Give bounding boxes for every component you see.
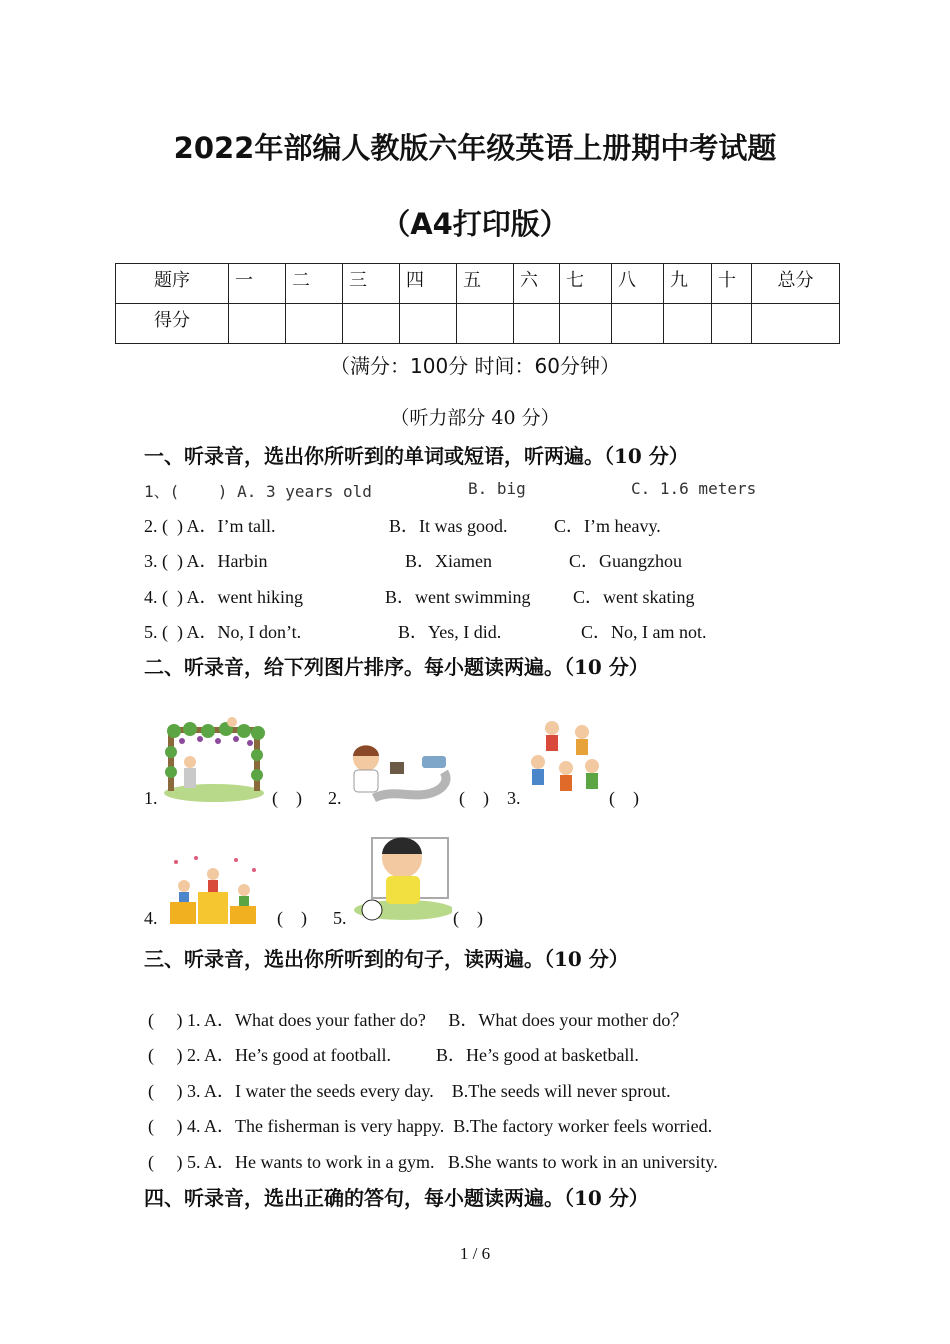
s1-q3-a: 3. ( ) A．Harbin bbox=[144, 551, 268, 571]
score-row-label: 得分 bbox=[116, 304, 229, 344]
s2-item5-blank[interactable]: ( ) bbox=[453, 908, 483, 928]
s3-line5: ( ) 5. A．He wants to work in a gym. B.She wants to work in an university. bbox=[148, 1152, 718, 1172]
s1-q1-b: B. big bbox=[468, 479, 526, 498]
score-table-header-row bbox=[116, 264, 840, 304]
s1-q5-a: 5. ( ) A．No, I don’t. bbox=[144, 622, 302, 642]
s2-item1-num: 1. bbox=[144, 788, 158, 808]
podium-winners-picture bbox=[166, 852, 262, 926]
s2-item4-blank[interactable]: ( ) bbox=[277, 908, 307, 928]
listening-part-label: （听力部分 40 分） bbox=[390, 407, 560, 429]
score-cell-header: 六 bbox=[514, 264, 560, 304]
s1-q5-c: C．No, I am not. bbox=[581, 622, 707, 642]
s1-q3-c: C．Guangzhou bbox=[569, 551, 682, 571]
s1-q4-a: 4. ( ) A．went hiking bbox=[144, 587, 303, 607]
boy-remote-car-picture bbox=[344, 740, 456, 806]
s1-q4-c: C．went skating bbox=[573, 587, 695, 607]
s1-q5-b: B．Yes, I did. bbox=[398, 622, 502, 642]
children-playing-picture bbox=[522, 718, 608, 808]
score-cell-header: 总分 bbox=[752, 264, 840, 304]
s2-item3-blank[interactable]: ( ) bbox=[609, 788, 639, 808]
s2-item4-num: 4. bbox=[144, 908, 158, 928]
s1-q2-b: B．It was good. bbox=[389, 516, 508, 536]
score-input-cell[interactable] bbox=[286, 304, 343, 344]
score-cell-header: 十 bbox=[712, 264, 752, 304]
s3-line4: ( ) 4. A．The fisherman is very happy. B.The factory worker feels worried. bbox=[148, 1116, 713, 1136]
s2-item5-num: 5. bbox=[333, 908, 347, 928]
score-cell-header: 一 bbox=[229, 264, 286, 304]
score-input-cell[interactable] bbox=[752, 304, 840, 344]
score-input-cell[interactable] bbox=[457, 304, 514, 344]
s2-item3-num: 3. bbox=[507, 788, 521, 808]
score-cell-header: 三 bbox=[343, 264, 400, 304]
doc-title-line1: 2022年部编人教版六年级英语上册期中考试题 bbox=[173, 131, 777, 165]
score-input-cell[interactable] bbox=[712, 304, 752, 344]
s3-line2: ( ) 2. A．He’s good at football. B．He’s good at basketball. bbox=[148, 1045, 639, 1065]
injured-soccer-boy-picture bbox=[352, 828, 452, 924]
score-input-cell[interactable] bbox=[560, 304, 612, 344]
section1-heading: 一、听录音，选出你所听到的单词或短语，听两遍。（10 分） bbox=[144, 444, 689, 468]
s2-item1-blank[interactable]: ( ) bbox=[272, 788, 302, 808]
score-cell-header: 九 bbox=[664, 264, 712, 304]
score-input-cell[interactable] bbox=[612, 304, 664, 344]
s1-q2-a: 2. ( ) A．I’m tall. bbox=[144, 516, 276, 536]
s2-item2-num: 2. bbox=[328, 788, 342, 808]
doc-title-line2: （A4打印版） bbox=[381, 207, 569, 241]
score-input-cell[interactable] bbox=[664, 304, 712, 344]
score-cell-header: 七 bbox=[560, 264, 612, 304]
s2-item2-blank[interactable]: ( ) bbox=[459, 788, 489, 808]
s1-q3-b: B．Xiamen bbox=[405, 551, 492, 571]
score-cell-header: 二 bbox=[286, 264, 343, 304]
s1-q4-b: B．went swimming bbox=[385, 587, 531, 607]
score-cell-label: 题序 bbox=[116, 264, 229, 304]
section2-heading: 二、听录音，给下列图片排序。每小题读两遍。（10 分） bbox=[144, 655, 649, 679]
score-table-score-row bbox=[116, 304, 840, 344]
score-input-cell[interactable] bbox=[514, 304, 560, 344]
score-input-cell[interactable] bbox=[400, 304, 457, 344]
s3-line3: ( ) 3. A．I water the seeds every day. B.The seeds will never sprout. bbox=[148, 1081, 671, 1101]
s3-line1: ( ) 1. A．What does your father do? B．What does your mother do？ bbox=[148, 1010, 689, 1030]
score-input-cell[interactable] bbox=[343, 304, 400, 344]
s1-q2-c: C．I’m heavy. bbox=[554, 516, 661, 536]
section3-heading: 三、听录音，选出你所听到的句子，读两遍。（10 分） bbox=[144, 947, 629, 971]
score-cell-header: 四 bbox=[400, 264, 457, 304]
score-cell-header: 五 bbox=[457, 264, 514, 304]
page-number: 1 / 6 bbox=[459, 1244, 491, 1263]
exam-meta-note: （满分：100分 时间：60分钟） bbox=[330, 354, 620, 378]
score-input-cell[interactable] bbox=[229, 304, 286, 344]
score-table bbox=[115, 263, 840, 344]
section4-heading: 四、听录音，选出正确的答句，每小题读两遍。（10 分） bbox=[144, 1186, 649, 1210]
score-cell-header: 八 bbox=[612, 264, 664, 304]
s1-q1-c: C. 1.6 meters bbox=[631, 479, 757, 498]
grape-arbor-picture bbox=[160, 717, 268, 803]
s1-q1-a: 1、( ) A. 3 years old bbox=[144, 482, 372, 501]
